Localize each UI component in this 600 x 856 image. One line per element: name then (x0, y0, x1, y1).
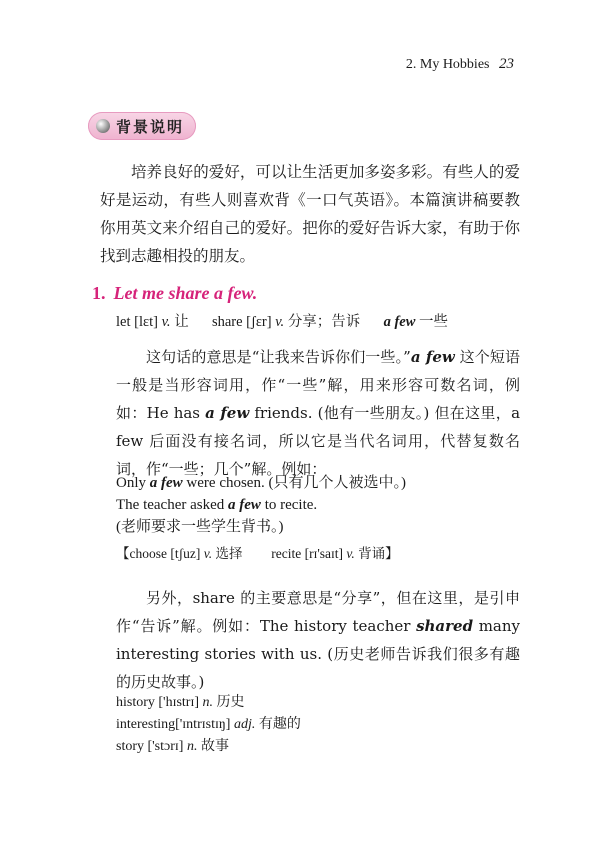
background-tag (88, 112, 196, 140)
example-text: The teacher asked (116, 497, 229, 513)
vocab-meaning: 分享；告诉 (287, 314, 361, 330)
explanation-paragraph (116, 343, 520, 483)
vocab-meaning: 一些 (419, 314, 448, 330)
highlight-phrase: a few (205, 404, 250, 422)
background-paragraph: 培养良好的爱好，可以让生活更加多姿多彩。有些人的爱好是运动，有些人则喜欢背《一口气英语》。本篇演讲稿要教你用英文来介绍自己的爱好。把你的爱好告诉大家，有助于你找到志趣相投的朋友。 (100, 163, 520, 265)
explanation-text: 这句话的意思是“让我来告诉你们一些。” (146, 348, 411, 366)
vocab-ipa: [rɪ'saɪt] (304, 546, 344, 561)
highlight-phrase: a few (410, 348, 455, 366)
section-title (92, 283, 257, 304)
vocab-meaning: 背诵】 (358, 546, 399, 561)
vocab-ipa: ['stɔrɪ] (147, 739, 184, 754)
examples-block (116, 472, 520, 538)
vocab-word: a few (383, 314, 416, 330)
vocab-ipa: [lɛt] (134, 314, 158, 330)
vocab-pos: n. (186, 739, 198, 754)
vocab-word: recite (271, 546, 302, 561)
vocab-entry (116, 736, 520, 758)
section-number: 1. (92, 283, 106, 303)
chapter-title: 2. My Hobbies (405, 57, 490, 72)
vocab-meaning: 历史 (216, 695, 245, 710)
vocab-pos: v. (203, 546, 213, 561)
vocab-pos: v. (161, 314, 171, 330)
vocab-word: history (116, 695, 155, 710)
example-text: to recite. (260, 497, 318, 513)
highlight-phrase: a few (228, 497, 261, 513)
bullet-icon (96, 119, 110, 133)
vocab-word: let (116, 314, 131, 330)
vocabulary-list (116, 692, 520, 758)
example-text: were chosen. (只有几个人被选中。) (182, 475, 406, 491)
vocabulary-note (116, 544, 520, 564)
page-number: 23 (499, 56, 514, 72)
highlight-phrase: a few (149, 475, 183, 491)
vocab-meaning: 选择 (215, 546, 243, 561)
explanation-text: friends. (他有一些朋友。) 但在这里，a few 后面没有接名词，所以它是当代名词用，代替复数名词，作“一些；几个”解。例如： (116, 404, 521, 478)
vocab-meaning: 故事 (200, 739, 229, 754)
vocab-ipa: [ʃɛr] (246, 314, 272, 330)
vocab-ipa: ['hɪstrɪ] (158, 695, 200, 710)
background-paragraph-block (100, 158, 520, 270)
vocab-word: interesting (116, 717, 176, 732)
example-translation: (老师要求一些学生背书。) (116, 519, 284, 535)
vocab-meaning: 有趣的 (258, 717, 301, 732)
vocab-pos: v. (275, 314, 285, 330)
vocab-entry (116, 714, 520, 736)
example-sentence (116, 494, 520, 516)
section-title-text: Let me share a few. (113, 283, 258, 303)
explanation-text: many interesting stories with us. (历史老师告诉我们很多有趣的历史故事。) (116, 617, 520, 691)
highlight-phrase: shared (416, 617, 474, 635)
vocab-word: share (211, 314, 243, 330)
vocab-pos: v. (346, 546, 355, 561)
explanation-paragraph (116, 584, 520, 696)
vocab-entry (116, 692, 520, 714)
background-tag-label: 背景说明 (116, 117, 185, 136)
vocab-word: story (116, 739, 144, 754)
vocab-ipa: [tʃuz] (170, 546, 201, 561)
explanation-text: 另外，share 的主要意思是“分享”，但在这里，是引申作“告诉”解。例如：The history teacher (116, 589, 520, 635)
explanation-block (116, 343, 520, 483)
explanation-text: 这个短语一般是当形容词用，作“一些”解，用来形容可数名词，例如：He has (116, 348, 520, 422)
example-text: Only (116, 475, 150, 491)
vocab-word: 【choose (116, 546, 167, 561)
vocab-meaning: 让 (174, 314, 189, 330)
running-header (406, 56, 514, 73)
explanation-block-2 (116, 584, 520, 696)
example-sentence (116, 472, 520, 494)
vocab-ipa: ['ɪntrɪstɪŋ] (175, 717, 231, 732)
vocab-pos: n. (202, 695, 214, 710)
vocabulary-line (116, 312, 516, 332)
vocab-pos: adj. (233, 717, 256, 732)
